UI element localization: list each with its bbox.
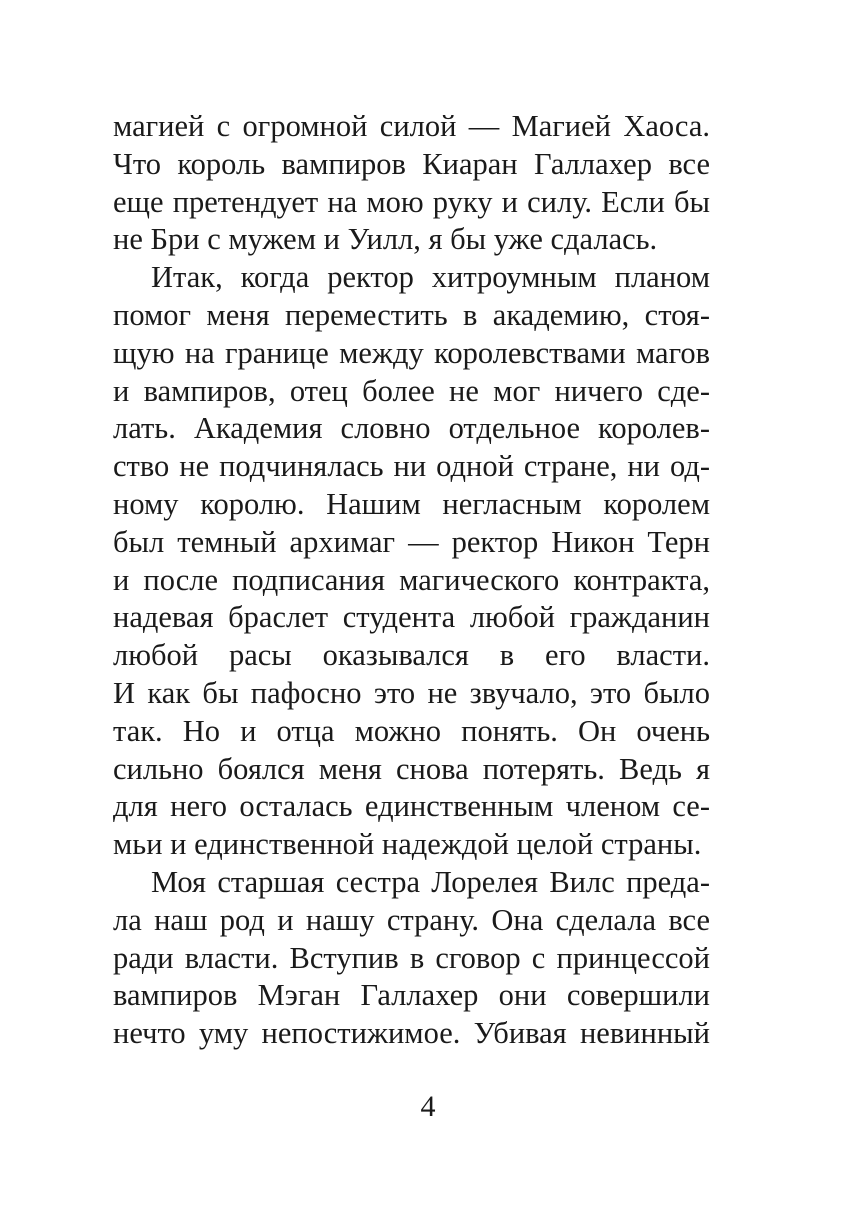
text-line: ство не подчинялась ни одной стране, ни од- [113,449,710,484]
text-line: Моя старшая сестра Лорелея Вилс преда- [151,864,710,899]
text-line: помог меня переместить в академию, стоя- [113,297,710,332]
text-line: еще претендует на мою руку и силу. Если бы [113,184,710,219]
text-line: не Бри с мужем и Уилл, я бы уже сдалась. [113,222,658,257]
paragraph-3 [113,864,710,1053]
text-line: ради власти. Вступив в сговор с принцессой [113,940,710,975]
text-line: щую на границе между королевствами магов [113,335,710,370]
text-line: для него осталась единственным членом се- [113,789,710,824]
text-line: нечто уму непостижимое. Убивая невинный [113,1016,710,1051]
body-text [113,108,710,1053]
text-line: был темный архимаг — ректор Никон Терн [113,524,710,559]
text-line: и после подписания магического контракта, [113,562,710,597]
text-line: Итак, когда ректор хитроумным планом [151,260,710,295]
text-line: ному королю. Нашим негласным королем [113,486,710,521]
page-number: 4 [420,1090,436,1123]
text-line: И как бы пафосно это не звучало, это было [113,675,710,710]
text-line: Что король вампиров Киаран Галлахер все [113,146,710,181]
text-line: так. Но и отца можно понять. Он очень [113,713,710,748]
text-line: любой расы оказывался в его власти. [113,638,710,673]
text-line: сильно боялся меня снова потерять. Ведь я [113,751,710,786]
text-line: лать. Академия словно отдельное королев- [113,411,710,446]
text-line: вампиров Мэган Галлахер они совершили [113,978,710,1013]
paragraph-1 [113,108,710,259]
text-line: магией с огромной силой — Магией Хаоса. [113,109,710,143]
text-line: надевая браслет студента любой гражданин [113,600,710,635]
text-line: ла наш род и нашу страну. Она сделала все [113,902,710,937]
paragraph-2 [113,259,710,864]
text-line: мьи и единственной надеждой целой страны. [113,827,702,862]
text-line: и вампиров, отец более не мог ничего сде- [113,373,710,408]
